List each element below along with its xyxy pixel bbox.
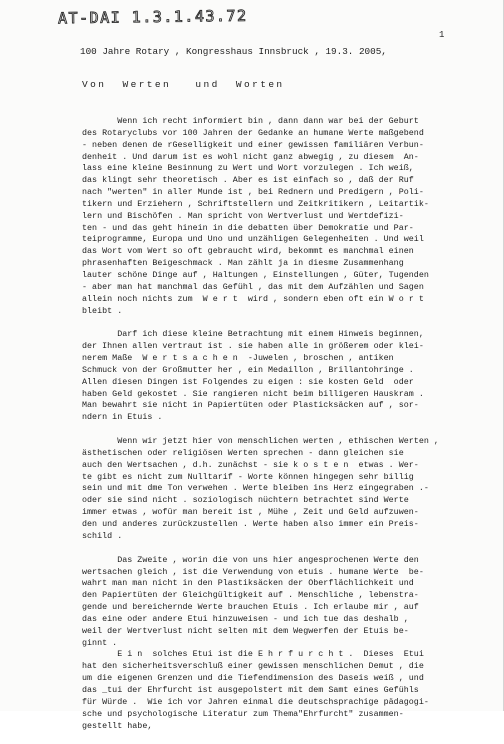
text-line: gende und bereichernde Werte brauchen Etuis . Ich erlaube mir , auf — [82, 602, 419, 613]
paragraph — [82, 329, 482, 424]
text-line: nach "werten" in aller Munde ist , bei Rednern und Predigern , Poli- — [82, 187, 424, 198]
paragraph — [82, 555, 482, 733]
text-line: teiprogramme, Europa und Uno und unzähligen Gelegenheiten . Und weil — [82, 234, 424, 245]
text-line: das _tui der Ehrfurcht ist ausgepolstert mit dem Samt eines Gefühls — [82, 684, 419, 695]
text-line: bleibt . — [82, 305, 123, 316]
text-line: haben Geld gekostet . Sie rangieren nicht beim billigeren Hauskram . — [82, 388, 424, 399]
text-line: den und anderes zurückzustellen . Werte haben also immer ein Preis- — [82, 519, 419, 529]
text-line: wahrt man man nicht in den Plastiksäcken der Oberflächlichkeit und — [82, 578, 414, 589]
text-line: wertsachen gleich , ist die Verwendung von etuis . humane Werte be- — [82, 566, 424, 577]
text-line: lauter schöne Dinge auf , Haltungen , Einstellungen , Güter, Tugenden — [82, 269, 429, 280]
text-line: der Ihnen allen vertraut ist . sie haben alle in größerem oder klei- — [82, 341, 424, 352]
text-line: für Würde . Wie ich vor Jahren einmal die deutschsprachige pädagogi- — [82, 696, 429, 707]
text-line: tikern und Erziehern , Schriftstellern und Zeitkritikern , Leitartik- — [82, 198, 429, 209]
text-line: weil der Wertverlust nicht selten mit dem Wegwerfen der Etuis be- — [82, 625, 409, 636]
text-line: das klingt sehr theoretisch . Aber es ist einfach so , daß der Ruf — [82, 175, 414, 186]
text-line: hat den sicherheitsverschluß einer gewissen menschlichen Demut , die — [82, 661, 424, 672]
text-line: sein und mit dme Ton verwehen . Werte bleiben ins Herz eingegraben .- — [82, 483, 429, 494]
document-body — [82, 116, 482, 744]
paragraph — [82, 436, 482, 543]
text-line: allein noch nichts zum W e r t wird , sondern eben oft ein W o r t — [82, 293, 424, 304]
text-line: phrasenhaften Beigeschmack . Man zählt ja in diesme Zusammenhang — [82, 258, 404, 269]
text-line: um die eigenen Grenzen und die Tiefendimension des Daseis weiß , und — [82, 673, 424, 684]
text-line: te gibt es nicht zum Nulltarif - Worte können hingegen sehr billig — [82, 471, 414, 482]
text-line: nerem Maße W e r t s a c h e n -Juwelen , broschen , antiken — [82, 353, 394, 364]
text-line: ginnt . — [82, 637, 118, 648]
paragraph — [82, 116, 482, 317]
text-line: - neben denen de rGeselligkeit und einer gewissen familiären Verbun- — [82, 139, 424, 150]
text-line: ästhetischen oder religiösen Werten sprechen - dann gleichen sie — [82, 447, 404, 458]
text-line: Wenn ich recht informiert bin , dann dann war bei der Geburt — [82, 116, 419, 126]
text-line: Schmuck von der Großmutter her , ein Medaillon , Brillantohringe . — [82, 364, 414, 375]
text-line: Darf ich diese kleine Betrachtung mit einem Hinweis beginnen, — [82, 329, 424, 340]
text-line: gestellt habe, — [82, 720, 153, 731]
text-line: ten - und das geht hinein in die debatten über Demokratie und Par- — [82, 222, 414, 233]
text-line: sche und psychologische Literatur zum Thema"Ehrfurcht" zusammen- — [82, 708, 404, 719]
page-number: 1 — [439, 30, 445, 40]
text-line: immer etwas , wofür man bereit ist , Mühe , Zeit und Geld aufzuwen- — [82, 507, 419, 518]
text-line: das eine oder andere Etui hinzuweisen - und ich tue das deshalb , — [82, 613, 409, 624]
text-line: Das Zweite , worin die von uns hier angesprochenen Werte den — [82, 554, 419, 565]
text-line: Man bewahrt sie nicht in Papiertüten oder Plasticksäcken auf , sor- — [82, 400, 419, 411]
document-title: Von Werten und Worten — [82, 79, 285, 90]
text-line: auch den Wertsachen , d.h. zunächst - sie k o s t e n etwas . Wer- — [82, 459, 419, 470]
text-line: E i n solches Etui ist die E h r f u r c h t . Dieses Etui — [82, 649, 424, 660]
text-line: lass eine kleine Besinnung zu Wert und Wort vorzulegen . Ich weiß, — [82, 163, 414, 174]
event-header: 100 Jahre Rotary , Kongresshaus Innsbruck , 19.3. 2005, — [80, 46, 387, 57]
text-line: Allen diesen Dingen ist Folgendes zu eigen : sie kosten Geld oder — [82, 376, 414, 387]
text-line: des Rotaryclubs vor 100 Jahren der Gedanke an humane Werte maßgebend — [82, 127, 424, 138]
text-line: das Wort vom Wert so oft gebraucht wird, bekommt es manchmal einen — [82, 246, 414, 257]
text-line: Wenn wir jetzt hier von menschlichen werten , ethischen Werten , — [82, 436, 439, 447]
text-line: ndern in Etuis . — [82, 412, 163, 423]
text-line: lern und Bischöfen . Man spricht von Wertverlust und Wertdefizi- — [82, 210, 404, 221]
text-line: - aber man hat manchmal das Gefühl , das mit dem Aufzählen und Sagen — [82, 281, 424, 292]
text-line: oder sie sind nicht . soziologisch nüchtern betrachtet sind Werte — [82, 495, 409, 506]
text-line: denheit . Und darum ist es wohl nicht ganz abwegig , zu diesem An- — [82, 151, 419, 162]
archive-stamp: AT-DAI 1.3.1.43.72 — [57, 6, 248, 28]
text-line: schild . — [82, 530, 123, 541]
text-line: den Papiertüten der Gleichgültigkeit auf . Menschliche , lebenstra- — [82, 590, 419, 601]
